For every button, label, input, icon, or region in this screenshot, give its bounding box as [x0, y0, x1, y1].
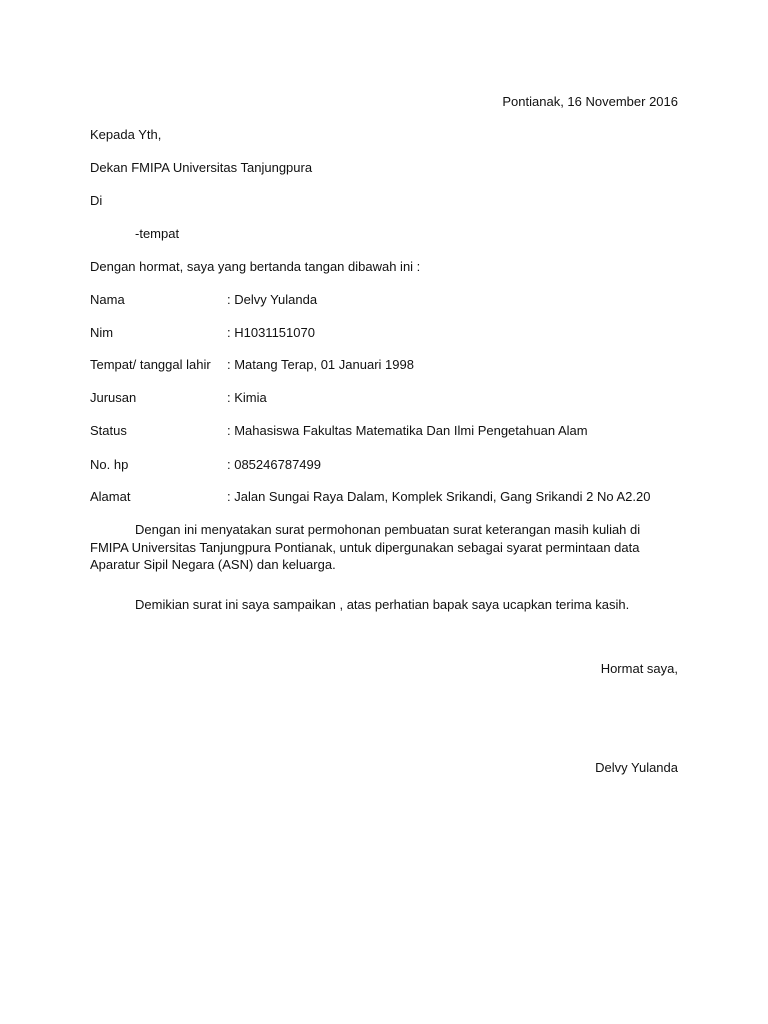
field-value-jurusan: : Kimia	[227, 390, 267, 405]
signature-name: Delvy Yulanda	[595, 760, 678, 775]
field-label-hp: No. hp	[90, 457, 129, 472]
body-paragraph-text: Dengan ini menyatakan surat permohonan pembuatan surat keterangan masih kuliah di FMIPA Universitas Tanjungpura Pontianak, untuk dipergunakan sebagai syarat permintaan data Aparatur Sipil Negara (ASN) dan keluarga.	[90, 522, 641, 572]
opening-line: Dengan hormat, saya yang bertanda tangan dibawah ini :	[90, 259, 421, 274]
field-label-jurusan: Jurusan	[90, 390, 137, 405]
field-value-alamat: : Jalan Sungai Raya Dalam, Komplek Srikandi, Gang Srikandi 2 No A2.20	[227, 489, 651, 504]
closing-paragraph-text: Demikian surat ini saya sampaikan , atas perhatian bapak saya ucapkan terima kasih.	[135, 597, 630, 612]
recipient-di: Di	[90, 193, 103, 208]
field-value-nim: : H1031151070	[227, 325, 315, 340]
body-paragraph	[90, 521, 680, 574]
recipient: Dekan FMIPA Universitas Tanjungpura	[90, 160, 313, 175]
regards: Hormat saya,	[600, 661, 678, 676]
field-label-ttl: Tempat/ tanggal lahir	[90, 357, 211, 372]
field-label-alamat: Alamat	[90, 489, 131, 504]
salutation-to: Kepada Yth,	[90, 127, 162, 142]
field-value-hp: : 085246787499	[227, 457, 321, 472]
closing-paragraph	[90, 596, 680, 614]
field-label-status: Status	[90, 423, 127, 438]
field-label-nim: Nim	[90, 325, 114, 340]
field-value-nama: : Delvy Yulanda	[227, 292, 318, 307]
recipient-tempat: -tempat	[135, 226, 180, 241]
field-label-nama: Nama	[90, 292, 125, 307]
field-value-status: : Mahasiswa Fakultas Matematika Dan Ilmi Pengetahuan Alam	[227, 423, 588, 438]
place-date: Pontianak, 16 November 2016	[502, 94, 678, 109]
field-value-ttl: : Matang Terap, 01 Januari 1998	[227, 357, 414, 372]
